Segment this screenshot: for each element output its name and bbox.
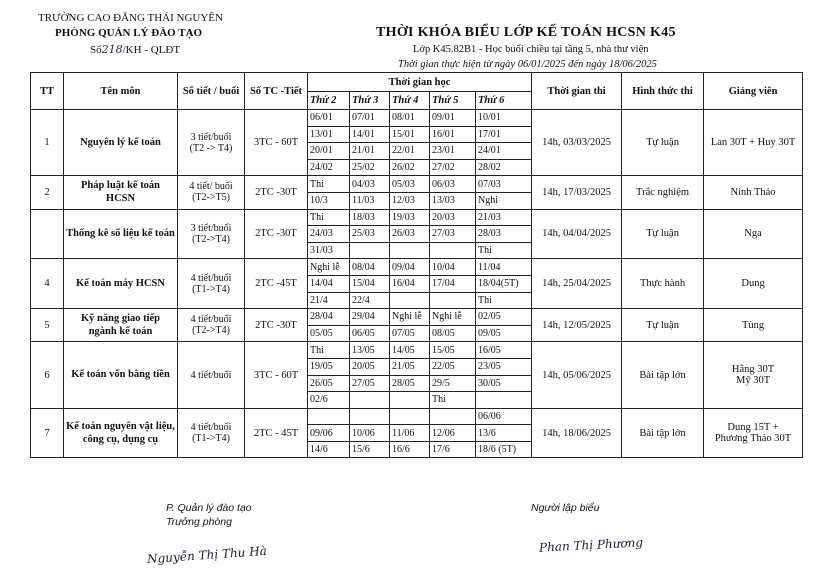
exam-form: Tự luận (622, 110, 704, 176)
date-cell: 09/01 (430, 110, 476, 127)
date-cell: 09/04 (390, 259, 430, 276)
date-cell: 16/05 (476, 342, 532, 359)
date-cell: 13/05 (350, 342, 390, 359)
date-cell: 07/03 (476, 176, 532, 193)
table-row (31, 259, 803, 276)
credits-hours: 2TC -45T (245, 259, 308, 309)
date-cell (390, 392, 430, 409)
date-cell: 06/05 (350, 325, 390, 342)
lecturer: Hằng 30T Mỹ 30T (704, 342, 803, 408)
date-cell: 06/01 (308, 110, 350, 127)
exam-form: Tự luận (622, 309, 704, 342)
subject-name: Kỹ năng giao tiếp ngành kế toán (64, 309, 178, 342)
date-cell (390, 242, 430, 259)
date-cell: 20/05 (350, 358, 390, 375)
sessions-per-class: 3 tiết/buổi (T2->T4) (178, 209, 245, 259)
col-day-mon: Thứ 2 (308, 92, 350, 110)
date-cell: 24/03 (308, 226, 350, 243)
date-cell: 16/04 (390, 275, 430, 292)
date-cell (390, 292, 430, 309)
sessions-per-class: 4 tiết/buổi (T1->T4) (178, 408, 245, 458)
date-cell: 09/06 (308, 425, 350, 442)
exam-time: 14h, 03/03/2025 (532, 110, 622, 176)
date-cell (390, 408, 430, 425)
sessions-per-class: 4 tiết/ buổi (T2->T5) (178, 176, 245, 209)
date-cell: 14/05 (390, 342, 430, 359)
date-cell: 26/03 (390, 226, 430, 243)
timetable-title: THỜI KHÓA BIỂU LỚP KẾ TOÁN HCSN K45 (376, 25, 676, 40)
subject-name: Nguyên lý kế toán (64, 110, 178, 176)
credits-hours: 3TC - 60T (245, 342, 308, 408)
date-cell (350, 392, 390, 409)
date-cell: 18/04(5T) (476, 275, 532, 292)
date-cell: 22/4 (350, 292, 390, 309)
date-cell: 09/05 (476, 325, 532, 342)
date-cell: 11/04 (476, 259, 532, 276)
lecturer: Nga (704, 209, 803, 259)
date-cell: 07/05 (390, 325, 430, 342)
date-cell: 27/05 (350, 375, 390, 392)
sessions-per-class: 3 tiết/buổi (T2 -> T4) (178, 110, 245, 176)
date-cell: 15/05 (430, 342, 476, 359)
sessions-per-class: 4 tiết/buổi (T2->T4) (178, 309, 245, 342)
date-cell: 25/02 (350, 159, 390, 176)
date-cell: 12/06 (430, 425, 476, 442)
date-cell (430, 408, 476, 425)
subject-name: Thống kê số liệu kế toán (64, 209, 178, 259)
date-cell: 20/03 (430, 209, 476, 226)
credits-hours: 2TC - 45T (245, 408, 308, 458)
row-number (31, 209, 64, 259)
exam-form: Tự luận (622, 209, 704, 259)
date-cell: 29/04 (350, 309, 390, 326)
date-cell: 14/6 (308, 441, 350, 458)
credits-hours: 2TC -30T (245, 309, 308, 342)
date-cell: 28/04 (308, 309, 350, 326)
date-cell: 28/05 (390, 375, 430, 392)
col-lecturer: Giảng viên (704, 73, 803, 110)
date-cell: 22/01 (390, 143, 430, 160)
date-cell: 17/04 (430, 275, 476, 292)
date-cell: Thi (308, 209, 350, 226)
footer-left-role: Trưởng phòng (166, 516, 232, 528)
date-cell: 15/6 (350, 441, 390, 458)
exam-form: Bài tập lớn (622, 408, 704, 458)
date-cell: 19/05 (308, 358, 350, 375)
date-cell: 31/03 (308, 242, 350, 259)
exam-time: 14h, 12/05/2025 (532, 309, 622, 342)
exam-time: 14h, 25/04/2025 (532, 259, 622, 309)
sessions-per-class: 4 tiết/buổi (178, 342, 245, 408)
col-tt: TT (31, 73, 64, 110)
date-cell: 17/01 (476, 126, 532, 143)
date-cell: 12/03 (390, 192, 430, 209)
date-cell: 13/6 (476, 425, 532, 442)
doc-suffix: /KH - QLĐT (122, 44, 181, 56)
date-cell: 13/03 (430, 192, 476, 209)
date-cell (476, 392, 532, 409)
date-cell: 27/02 (430, 159, 476, 176)
footer-left-unit: P. Quản lý đào tạo (166, 502, 252, 514)
date-cell (350, 408, 390, 425)
date-cell: 21/05 (390, 358, 430, 375)
doc-prefix: Số (90, 44, 102, 56)
date-cell: 10/01 (476, 110, 532, 127)
date-cell: 21/01 (350, 143, 390, 160)
exam-time: 14h, 18/06/2025 (532, 408, 622, 458)
date-cell: 08/05 (430, 325, 476, 342)
subject-name: Kế toán máy HCSN (64, 259, 178, 309)
date-cell: 08/04 (350, 259, 390, 276)
date-cell: Nghi lễ (390, 309, 430, 326)
lecturer: Ninh Thảo (704, 176, 803, 209)
col-credits: Số TC -Tiết (245, 73, 308, 110)
col-day-thu: Thứ 5 (430, 92, 476, 110)
date-cell: 15/04 (350, 275, 390, 292)
exam-time: 14h, 04/04/2025 (532, 209, 622, 259)
footer-right-role: Người lập biểu (531, 502, 600, 514)
subject-name: Kế toán nguyên vật liệu, công cụ, dụng cụ (64, 408, 178, 458)
date-cell: 24/02 (308, 159, 350, 176)
date-cell: 16/01 (430, 126, 476, 143)
left-signature: Nguyễn Thị Thu Hà (146, 543, 268, 567)
date-cell: 14/04 (308, 275, 350, 292)
col-subject: Tên môn (64, 73, 178, 110)
date-cell: 06/06 (476, 408, 532, 425)
date-cell: 23/05 (476, 358, 532, 375)
date-cell: 11/06 (390, 425, 430, 442)
row-number: 4 (31, 259, 64, 309)
date-cell: 07/01 (350, 110, 390, 127)
row-number: 6 (31, 342, 64, 408)
date-cell: Thi (476, 242, 532, 259)
date-cell: Nghi lễ (308, 259, 350, 276)
timetable (30, 72, 803, 458)
date-cell: 28/02 (476, 159, 532, 176)
table-row (31, 342, 803, 359)
subject-name: Pháp luật kế toán HCSN (64, 176, 178, 209)
date-cell: 27/03 (430, 226, 476, 243)
table-row (31, 176, 803, 193)
date-cell: 18/6 (5T) (476, 441, 532, 458)
date-cell: 15/01 (390, 126, 430, 143)
date-cell: 30/05 (476, 375, 532, 392)
date-cell: 28/03 (476, 226, 532, 243)
row-number: 1 (31, 110, 64, 176)
lecturer: Lan 30T + Huy 30T (704, 110, 803, 176)
table-row (31, 309, 803, 326)
exam-form: Trắc nghiệm (622, 176, 704, 209)
date-cell (308, 408, 350, 425)
subject-name: Kế toán vốn bằng tiền (64, 342, 178, 408)
right-signature: Phan Thị Phương (538, 535, 644, 555)
date-cell: 22/05 (430, 358, 476, 375)
date-cell: 20/01 (308, 143, 350, 160)
timetable-body (31, 110, 803, 458)
date-cell: Thi (430, 392, 476, 409)
col-day-wed: Thứ 4 (390, 92, 430, 110)
date-cell: 10/3 (308, 192, 350, 209)
date-cell: Thi (308, 176, 350, 193)
date-cell: Thi (476, 292, 532, 309)
col-day-fri: Thứ 6 (476, 92, 532, 110)
date-cell: 23/01 (430, 143, 476, 160)
date-cell: 10/06 (350, 425, 390, 442)
col-exam-time: Thời gian thi (532, 73, 622, 110)
date-cell: 02/05 (476, 309, 532, 326)
date-cell: 26/02 (390, 159, 430, 176)
date-cell: 21/03 (476, 209, 532, 226)
date-cell: Thi (308, 342, 350, 359)
date-cell: 13/01 (308, 126, 350, 143)
date-cell: Nghi lễ (430, 309, 476, 326)
lecturer: Tùng (704, 309, 803, 342)
date-cell (430, 292, 476, 309)
date-cell: 08/01 (390, 110, 430, 127)
row-number: 5 (31, 309, 64, 342)
class-info: Lớp K45.82B1 - Học buổi chiều tại tầng 5, nhà thư viện (413, 44, 649, 55)
college-name: TRƯỜNG CAO ĐẲNG THÁI NGUYÊN (38, 12, 223, 24)
date-cell: 05/03 (390, 176, 430, 193)
date-cell: 02/6 (308, 392, 350, 409)
date-cell: 19/03 (390, 209, 430, 226)
date-cell (350, 242, 390, 259)
lecturer: Dung 15T + Phương Thảo 30T (704, 408, 803, 458)
date-cell: 16/6 (390, 441, 430, 458)
date-cell: 14/01 (350, 126, 390, 143)
sessions-per-class: 4 tiết/buổi (T1->T4) (178, 259, 245, 309)
table-row (31, 408, 803, 425)
date-cell: 11/03 (350, 192, 390, 209)
document-number (90, 43, 180, 56)
date-cell: 25/03 (350, 226, 390, 243)
date-cell: 17/6 (430, 441, 476, 458)
doc-number-handwritten: 218 (101, 43, 123, 56)
date-cell: 18/03 (350, 209, 390, 226)
col-day-tue: Thứ 3 (350, 92, 390, 110)
exam-form: Thực hành (622, 259, 704, 309)
date-cell: 04/03 (350, 176, 390, 193)
date-cell: 26/05 (308, 375, 350, 392)
exam-time: 14h, 05/06/2025 (532, 342, 622, 408)
date-cell: 29/5 (430, 375, 476, 392)
date-cell: 06/03 (430, 176, 476, 193)
credits-hours: 2TC -30T (245, 209, 308, 259)
date-cell: Nghi (476, 192, 532, 209)
exam-time: 14h, 17/03/2025 (532, 176, 622, 209)
date-cell (430, 242, 476, 259)
credits-hours: 3TC - 60T (245, 110, 308, 176)
department-name: PHÒNG QUẢN LÝ ĐÀO TẠO (55, 27, 203, 39)
date-cell: 24/01 (476, 143, 532, 160)
row-number: 7 (31, 408, 64, 458)
lecturer: Dung (704, 259, 803, 309)
table-row (31, 110, 803, 127)
date-cell: 10/04 (430, 259, 476, 276)
date-cell: 05/05 (308, 325, 350, 342)
date-cell: 21/4 (308, 292, 350, 309)
table-row (31, 209, 803, 226)
exam-form: Bài tập lớn (622, 342, 704, 408)
period-info: Thời gian thực hiện từ ngày 06/01/2025 đến ngày 18/06/2025 (398, 59, 657, 70)
row-number: 2 (31, 176, 64, 209)
col-sessions: Số tiết / buổi (178, 73, 245, 110)
credits-hours: 2TC -30T (245, 176, 308, 209)
col-study-time: Thời gian học (308, 73, 532, 92)
col-exam-form: Hình thức thi (622, 73, 704, 110)
